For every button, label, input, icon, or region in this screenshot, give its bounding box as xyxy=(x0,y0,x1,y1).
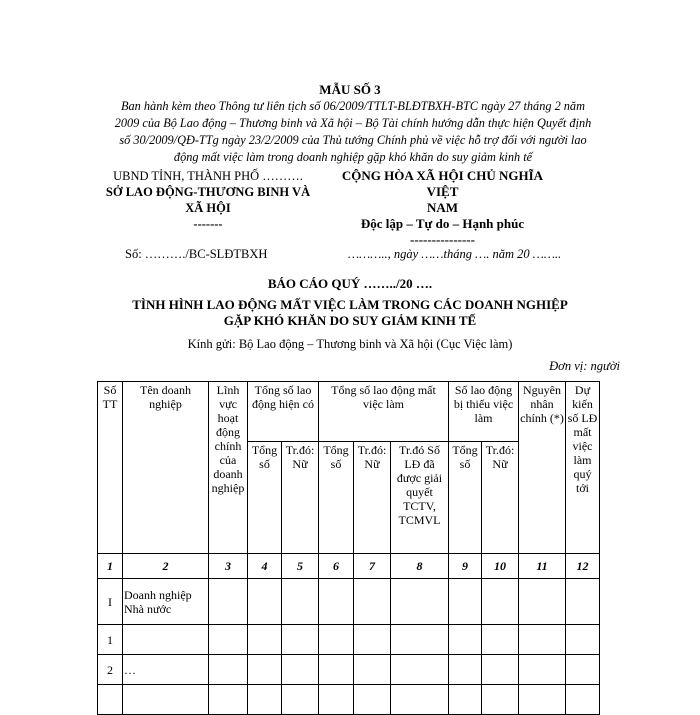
column-number: 3 xyxy=(209,554,248,579)
row-stt: I xyxy=(98,579,123,625)
row-company-name: … xyxy=(123,655,209,685)
empty-cell xyxy=(482,655,519,685)
addressee: Kính gửi: Bộ Lao động – Thương binh và Xã hội (Cục Việc làm) xyxy=(187,337,513,351)
empty-cell xyxy=(449,579,482,625)
subheader-female: Tr.đó: Nữ xyxy=(482,442,519,554)
intro-line: động mất việc làm trong doanh nghiệp gặp khó khăn do suy giảm kinh tế xyxy=(173,150,533,164)
agency-block xyxy=(88,168,328,232)
empty-cell xyxy=(319,655,354,685)
subheader-total: Tổng số xyxy=(449,442,482,554)
main-title-line1: TÌNH HÌNH LAO ĐỘNG MẤT VIỆC LÀM TRONG CÁC DOANH NGHIỆP xyxy=(132,297,568,312)
subheader-total: Tổng số xyxy=(319,442,354,554)
main-title-line2: GẶP KHÓ KHĂN DO SUY GIẢM KINH TẾ xyxy=(223,313,477,328)
empty-cell xyxy=(449,655,482,685)
doc-number: Số: ………./BC-SLĐTBXH xyxy=(125,247,268,261)
nation-block xyxy=(325,168,560,248)
header-sector: Lĩnh vực hoạt động chính của doanh nghiệp xyxy=(209,382,248,554)
report-table xyxy=(97,381,600,715)
empty-cell xyxy=(482,625,519,655)
empty-cell xyxy=(248,655,282,685)
empty-cell xyxy=(391,579,449,625)
empty-cell xyxy=(354,655,391,685)
column-number: 8 xyxy=(391,554,449,579)
empty-cell xyxy=(319,579,354,625)
empty-cell xyxy=(209,655,248,685)
empty-cell xyxy=(354,625,391,655)
empty-cell xyxy=(319,625,354,655)
header-main-cause: Nguyên nhân chính (*) xyxy=(519,382,566,554)
column-number: 7 xyxy=(354,554,391,579)
header-total-lost: Tổng số lao động mất việc làm xyxy=(319,382,449,442)
column-number: 6 xyxy=(319,554,354,579)
subheader-total: Tổng số xyxy=(248,442,282,554)
column-number: 4 xyxy=(248,554,282,579)
empty-cell xyxy=(248,579,282,625)
empty-cell xyxy=(519,625,566,655)
empty-cell xyxy=(482,579,519,625)
motto: Độc lập – Tự do – Hạnh phúc xyxy=(360,216,525,231)
empty-cell xyxy=(519,579,566,625)
form-title: MẪU SỐ 3 xyxy=(319,82,381,97)
empty-cell xyxy=(391,625,449,655)
empty-cell xyxy=(566,625,600,655)
column-number: 5 xyxy=(282,554,319,579)
subheader-female: Tr.đó: Nữ xyxy=(282,442,319,554)
nation-line1: CỘNG HÒA XÃ HỘI CHỦ NGHĨA VIỆT xyxy=(341,168,544,199)
empty-cell xyxy=(519,655,566,685)
empty-cell xyxy=(248,625,282,655)
row-company-name: Doanh nghiệp Nhà nước xyxy=(123,579,209,625)
table-row xyxy=(98,655,600,685)
agency-dash: ------- xyxy=(193,217,223,231)
motto-dash: --------------- xyxy=(410,232,475,247)
empty-cell xyxy=(391,655,449,685)
report-period-title: BÁO CÁO QUÝ ……../20 …. xyxy=(267,276,433,291)
empty-cell xyxy=(354,579,391,625)
column-number: 1 xyxy=(98,554,123,579)
column-number: 9 xyxy=(449,554,482,579)
empty-cell xyxy=(566,579,600,625)
empty-cell xyxy=(449,625,482,655)
table-row xyxy=(98,625,600,655)
empty-cell xyxy=(282,579,319,625)
header-forecast: Dự kiến số LĐ mất việc làm quý tới xyxy=(566,382,600,554)
column-number: 11 xyxy=(519,554,566,579)
column-number: 10 xyxy=(482,554,519,579)
row-stt: 1 xyxy=(98,625,123,655)
row-stt: 2 xyxy=(98,655,123,685)
row-company-name xyxy=(123,625,209,655)
empty-cell xyxy=(209,625,248,655)
table-row xyxy=(98,579,600,625)
header-underemployed: Số lao động bị thiếu việc làm xyxy=(449,382,519,442)
empty-cell xyxy=(566,655,600,685)
form-intro xyxy=(88,98,618,166)
intro-line: số 30/2009/QĐ-TTg ngày 23/2/2009 của Thủ tướng Chính phủ về việc hỗ trợ đối với người lao xyxy=(119,133,587,147)
agency-line2: SỞ LAO ĐỘNG-THƯƠNG BINH VÀ xyxy=(105,185,311,199)
agency-line3: XÃ HỘI xyxy=(185,201,231,215)
subheader-female: Tr.đó: Nữ xyxy=(354,442,391,554)
header-company: Tên doanh nghiệp xyxy=(123,382,209,554)
intro-line: Ban hành kèm theo Thông tư liên tịch số 06/2009/TTLT-BLĐTBXH-BTC ngày 27 tháng 2 năm xyxy=(121,99,585,113)
empty-cell xyxy=(209,579,248,625)
header-stt: Số TT xyxy=(98,382,123,554)
nation-line2: NAM xyxy=(426,200,459,215)
agency-line1: UBND TỈNH, THÀNH PHỐ ………. xyxy=(113,169,303,183)
doc-date: ……….., ngày ……tháng …. năm 20 …….. xyxy=(348,247,562,261)
subheader-resolved: Tr.đó Số LĐ đã được giải quyết TCTV, TCMVL xyxy=(391,442,449,554)
column-number: 12 xyxy=(566,554,600,579)
empty-cell xyxy=(282,655,319,685)
unit-label: Đơn vị: người xyxy=(549,359,620,373)
empty-cell xyxy=(282,625,319,655)
column-number: 2 xyxy=(123,554,209,579)
report-main-title xyxy=(90,297,610,329)
header-total-current: Tổng số lao động hiện có xyxy=(248,382,319,442)
intro-line: 2009 của Bộ Lao động – Thương binh và Xã hội – Bộ Tài chính hướng dẫn thực hiện Quyết định xyxy=(114,116,592,130)
